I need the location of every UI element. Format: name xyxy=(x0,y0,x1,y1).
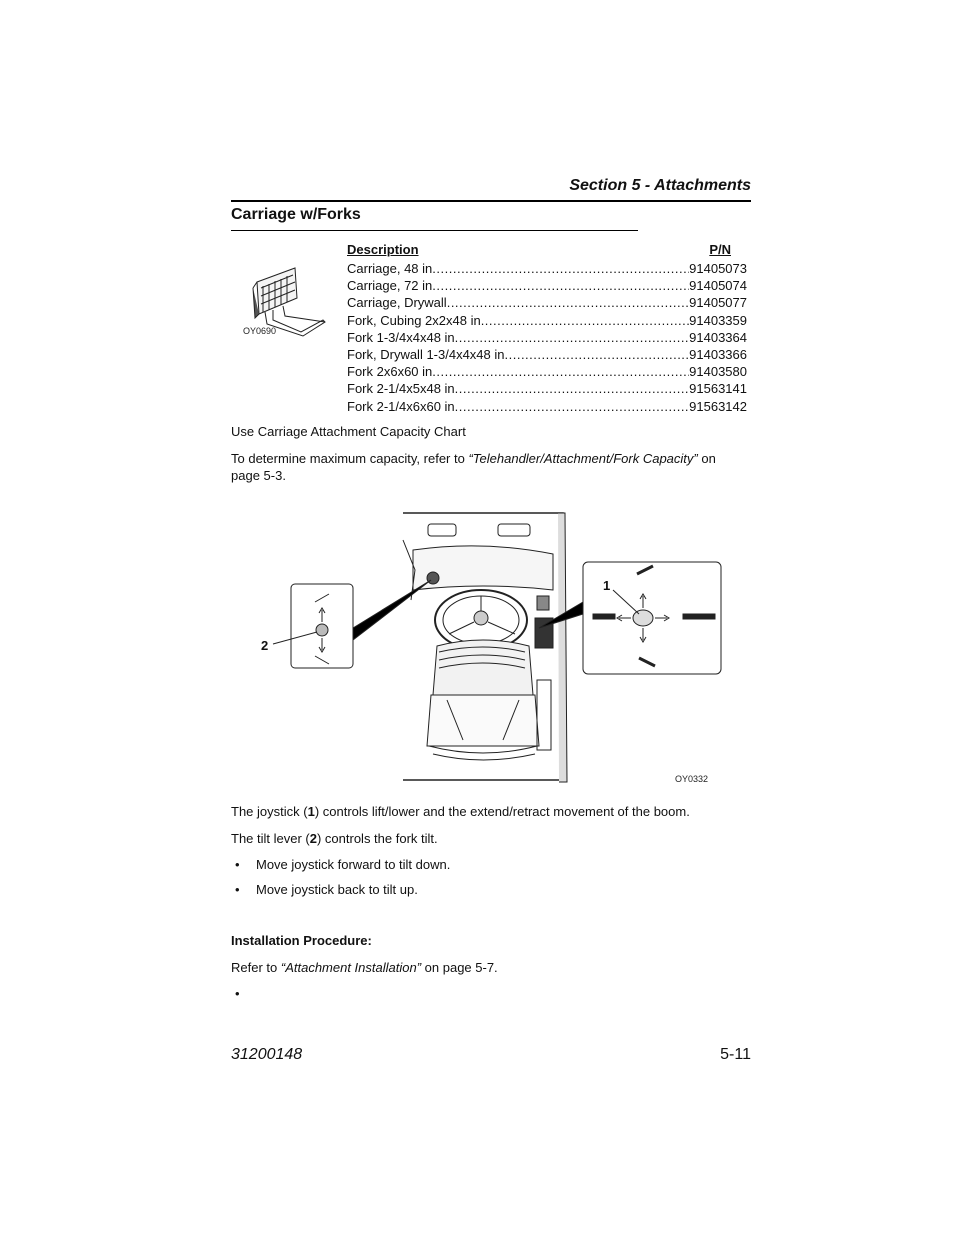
leader-dots xyxy=(447,294,689,311)
part-description: Fork 1-3/4x4x48 in xyxy=(347,329,455,345)
capacity-ref-pre: To determine maximum capacity, refer to xyxy=(231,451,469,466)
part-number: 91403359 xyxy=(689,312,747,328)
install-ref-link[interactable]: “Attachment Installation” xyxy=(280,960,422,975)
part-number: 91403580 xyxy=(689,364,747,380)
part-number: 91563142 xyxy=(689,398,747,414)
bullet-item xyxy=(235,881,418,898)
bullet-text: Move joystick forward to tilt down. xyxy=(256,857,451,872)
bullet-text: Move joystick back to tilt up. xyxy=(256,882,418,897)
part-description: Carriage, 48 in xyxy=(347,261,433,276)
part-number: 91403364 xyxy=(689,329,747,345)
leader-dots xyxy=(455,398,689,415)
tilt-description xyxy=(231,830,438,847)
joystick-text-pre: The joystick ( xyxy=(231,804,308,819)
parts-row xyxy=(347,380,747,397)
capacity-reference xyxy=(231,450,756,484)
parts-table xyxy=(347,242,747,415)
part-description: Fork, Drywall 1-3/4x4x48 in xyxy=(347,346,505,362)
part-description: Carriage, 72 in xyxy=(347,278,433,294)
joystick-text-post: ) controls lift/lower and the extend/retract movement of the boom. xyxy=(314,804,690,819)
tilt-text-post: ) controls the fork tilt. xyxy=(316,831,438,846)
part-number: 91405077 xyxy=(689,295,747,311)
pn-header: P/N xyxy=(709,242,731,257)
header-rule xyxy=(231,200,751,202)
bullet-item xyxy=(235,856,450,873)
title-rule xyxy=(231,230,638,231)
part-description: Fork 2-1/4x6x60 in xyxy=(347,398,455,414)
capacity-ref-link[interactable]: “Telehandler/Attachment/Fork Capacity” xyxy=(468,451,698,466)
empty-bullet: • xyxy=(235,986,240,1001)
cab-figure-code: OY0332 xyxy=(675,774,709,784)
capacity-ref-post1: on xyxy=(697,451,716,466)
part-number: 91563141 xyxy=(689,381,747,397)
leader-dots xyxy=(432,363,689,380)
bullet-dot: • xyxy=(235,857,240,872)
part-number: 91405074 xyxy=(689,278,747,294)
part-number: 91403366 xyxy=(689,346,747,362)
parts-row xyxy=(347,329,747,346)
leader-dots xyxy=(455,380,689,397)
installation-reference xyxy=(231,959,498,976)
carriage-fork-illustration xyxy=(243,258,333,338)
parts-row xyxy=(347,346,747,363)
part-description: Carriage, Drywall xyxy=(347,295,447,311)
leader-dots xyxy=(432,277,689,294)
label-1: 1 xyxy=(603,578,611,593)
tilt-text-pre: The tilt lever ( xyxy=(231,831,310,846)
section-title: Section 5 - Attachments xyxy=(569,177,751,194)
leader-dots xyxy=(505,346,690,363)
part-description: Fork 2-1/4x5x48 in xyxy=(347,381,455,397)
page-number: 5-11 xyxy=(720,1046,751,1063)
part-description: Fork 2x6x60 in xyxy=(347,364,433,380)
capacity-ref-page: page 5-3. xyxy=(231,468,286,483)
document-number: 31200148 xyxy=(231,1046,303,1063)
parts-row xyxy=(347,312,747,329)
description-header: Description xyxy=(347,242,419,257)
install-ref-pre: Refer to xyxy=(231,960,281,975)
parts-row xyxy=(347,363,747,380)
part-description: Fork, Cubing 2x2x48 in xyxy=(347,312,481,328)
joystick-description xyxy=(231,803,690,820)
parts-row xyxy=(347,294,747,311)
tilt-number: 2 xyxy=(309,831,317,846)
leader-dots xyxy=(481,312,689,329)
install-ref-post: on page 5-7. xyxy=(421,960,498,975)
parts-row xyxy=(347,260,747,277)
bullet-dot: • xyxy=(235,882,240,897)
leader-dots xyxy=(432,260,689,277)
parts-row xyxy=(347,398,747,415)
page-title: Carriage w/Forks xyxy=(231,206,361,223)
capacity-note: Use Carriage Attachment Capacity Chart xyxy=(231,424,466,439)
installation-heading: Installation Procedure: xyxy=(231,933,372,948)
parts-row xyxy=(347,277,747,294)
label-2: 2 xyxy=(261,638,269,653)
fork-figure-code: OY0690 xyxy=(243,326,277,336)
leader-dots xyxy=(455,329,689,346)
parts-table-header xyxy=(347,242,747,260)
joystick-number: 1 xyxy=(307,804,315,819)
part-number: 91405073 xyxy=(689,261,747,276)
cab-controls-illustration xyxy=(253,510,733,790)
